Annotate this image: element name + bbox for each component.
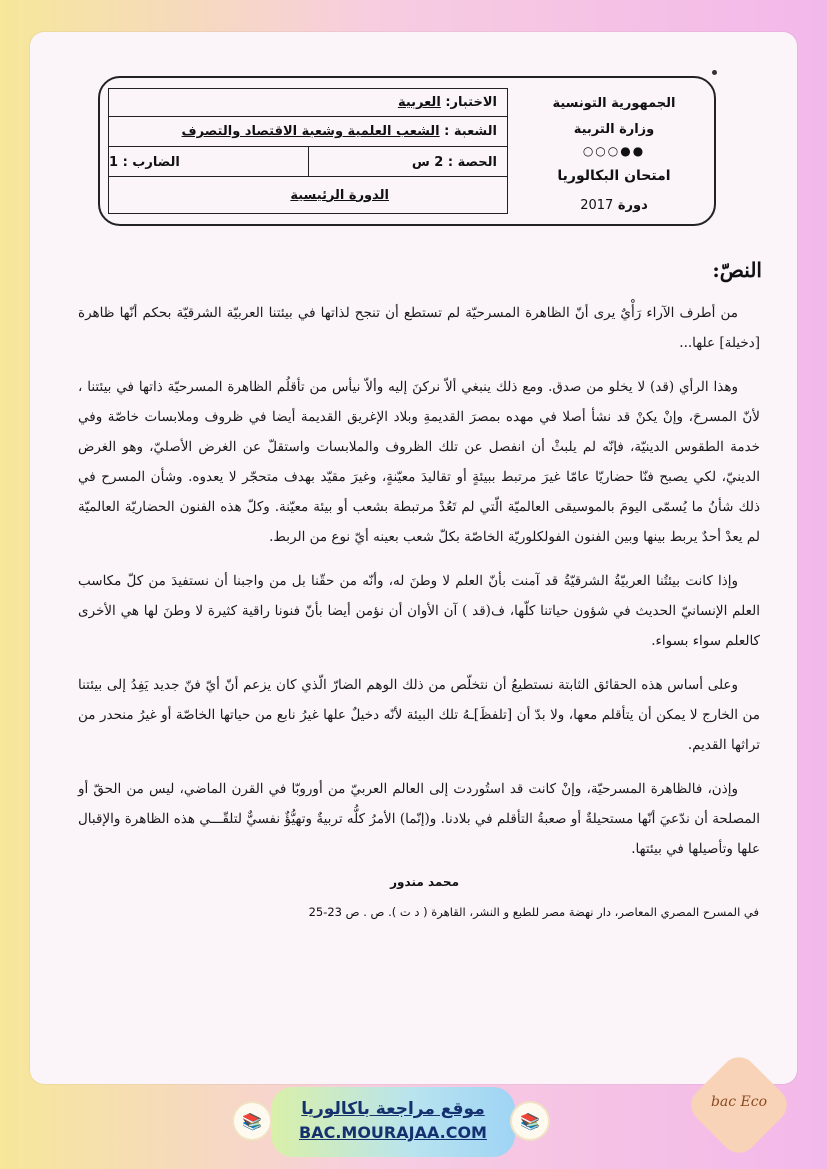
subject-value: العربية <box>397 95 441 110</box>
paragraph-5: وإذن، فالظاهرة المسرحيّة، وإنْ كانت قد استُوردت إلى العالم العربيّ من أوروبّا في القرن الماضي، ليس من الحقّ أو المصلحة أن ندّعيَ أنّها مستحيلةٌ أو صعبةُ التأقلم في بلادنا. و(إنّما) الأمرُ كلُّه تربيةٌ وتهيُّؤٌ نفسيٌّ لتلقّـــي هذه الظاهرة والإقبال علها وتأصيلها في بيئتها. <box>78 781 760 857</box>
dots-indicator: ●●○○○ <box>582 144 646 158</box>
paragraph-1: من أطرف الآراء رَأْيٌ يرى أنّ الظاهرة المسرحيّة لم تستطع أن تنجح لذاتها في بيئتنا العربيّة الشرقيّة بحكم أنّها ظاهرة [دخيلة] علها... <box>78 305 760 351</box>
duration-cell: الحصة : 2 س <box>411 154 497 170</box>
site-url-link[interactable]: BAC.MOURAJAA.COM <box>299 1123 487 1142</box>
coefficient-cell: الضارب : 1 <box>109 147 309 177</box>
session-type: الدورة الرئيسية <box>290 187 389 203</box>
country-name: الجمهورية التونسية <box>552 96 676 111</box>
header-details-table <box>108 88 508 214</box>
site-logo-left <box>234 1103 270 1139</box>
exam-header-box <box>98 76 716 226</box>
paragraph-2: وهذا الرأي (قد) لا يخلو من صدق. ومع ذلك ينبغي ألاّ نركنَ إليه وألاّ نيأس من تأقلُم الظاهرة المسرحيّة ذاتها في بيئتنا ، لأنّ المسرحَ، وإنْ يكنْ قد نشأ أصلا في مهده بمصرَ القديمةِ وبلاد الإغريق القديمة أيضا في ظروف وملابسات خاصّة وفي خدمة الطقوس الدينيّة، فإنّه لم يلبثْ أن انفصل عن تلك الظروف والملابسات واستقلّ عن الغرض الأصليّ، وهو الغرض الدينيّ، لكي يصبح فنّا حضاريّا عامّا غيرَ مرتبط ببيئةٍ أو تقاليدَ معيّنةٍ، وغيرَ مقيّد بهدف متحجّر لا يعدوه. وشأن المسرح في ذلك شأنُ ما يُسمّى اليومَ بالموسيقى العالميّة الّتي لم تَعُدْ مرتبطة بشعب أو بيئة معيّنة. وكلّ هذه الفنون الحضاريّة العالميّة لم يعدْ أحدٌ يربط بينها وبين الفنون الفولكلوريّة الخاصّة بكلّ شعب بعينه أيّ نوع من الربط. <box>78 379 760 545</box>
site-banner[interactable] <box>271 1087 515 1157</box>
margin-dot <box>712 70 717 75</box>
subject-row <box>109 89 507 117</box>
session-label: دورة <box>617 198 648 213</box>
book-icon: 📚 <box>520 1111 540 1131</box>
exam-name: امتحان البكالوريا <box>557 168 671 184</box>
session-year <box>514 198 714 213</box>
site-name-arabic[interactable]: موقع مراجعة باكالوريا <box>301 1099 485 1119</box>
bac-eco-stamp-text: bac Eco <box>710 1094 768 1110</box>
session-type-row <box>109 177 507 213</box>
paragraph-3: وإذا كانت بيئتُنا العربيّةُ الشرقيّةُ قد آمنت بأنّ العلم لا وطنَ له، وأنّه من حقّنا بل من واجبنا أن نستفيدَ من كلّ مكاسب العلم الإنسانيّ الحديث في شؤون حياتنا كلّها، ف(قد ) آن الأوان أن نؤمن أيضا بأنّ فنونا راقية كثيرة لا وطنَ لها هي الأخرى كالعلم سواء بسواء. <box>78 573 760 649</box>
header-institution <box>514 78 714 224</box>
branch-value: الشعب العلمية وشعبة الاقتصاد والتصرف <box>181 124 440 139</box>
book-icon: 📚 <box>242 1111 262 1131</box>
site-logo-right <box>512 1103 548 1139</box>
paragraph-4: وعلى أساس هذه الحقائق الثابتة نستطيعُ أن نتخلّص من ذلك الوهم الضارّ الّذي كان يزعم أنّ أيّ فنّ جديد يَفِدُ إلى بيئتنا من الخارج لا يمكن أن يتأقلم معها، ولا بدّ أن [تلفظَ]ـهُ تلك البيئة لأنّه دخيلٌ علها غيرُ نابع من حياتها الخاصّة أو غيرُ منحدر من تراثها القديم. <box>78 677 760 753</box>
branch-label: الشعبة : <box>444 124 497 139</box>
row3-border <box>109 147 507 177</box>
subject-label: الاختبار: <box>445 95 497 110</box>
branch-row <box>109 117 507 147</box>
text-body <box>78 298 760 878</box>
ministry-name: وزارة التربية <box>573 122 655 137</box>
source-citation: في المسرح المصري المعاصر، دار نهضة مصر للطبع و النشر، القاهرة ( د ت ). ص . ص 23-25 <box>308 905 759 919</box>
section-title: النصّ: <box>712 258 762 282</box>
session-year-value: 2017 <box>580 198 614 213</box>
author-name: محمد مندور <box>390 875 459 889</box>
